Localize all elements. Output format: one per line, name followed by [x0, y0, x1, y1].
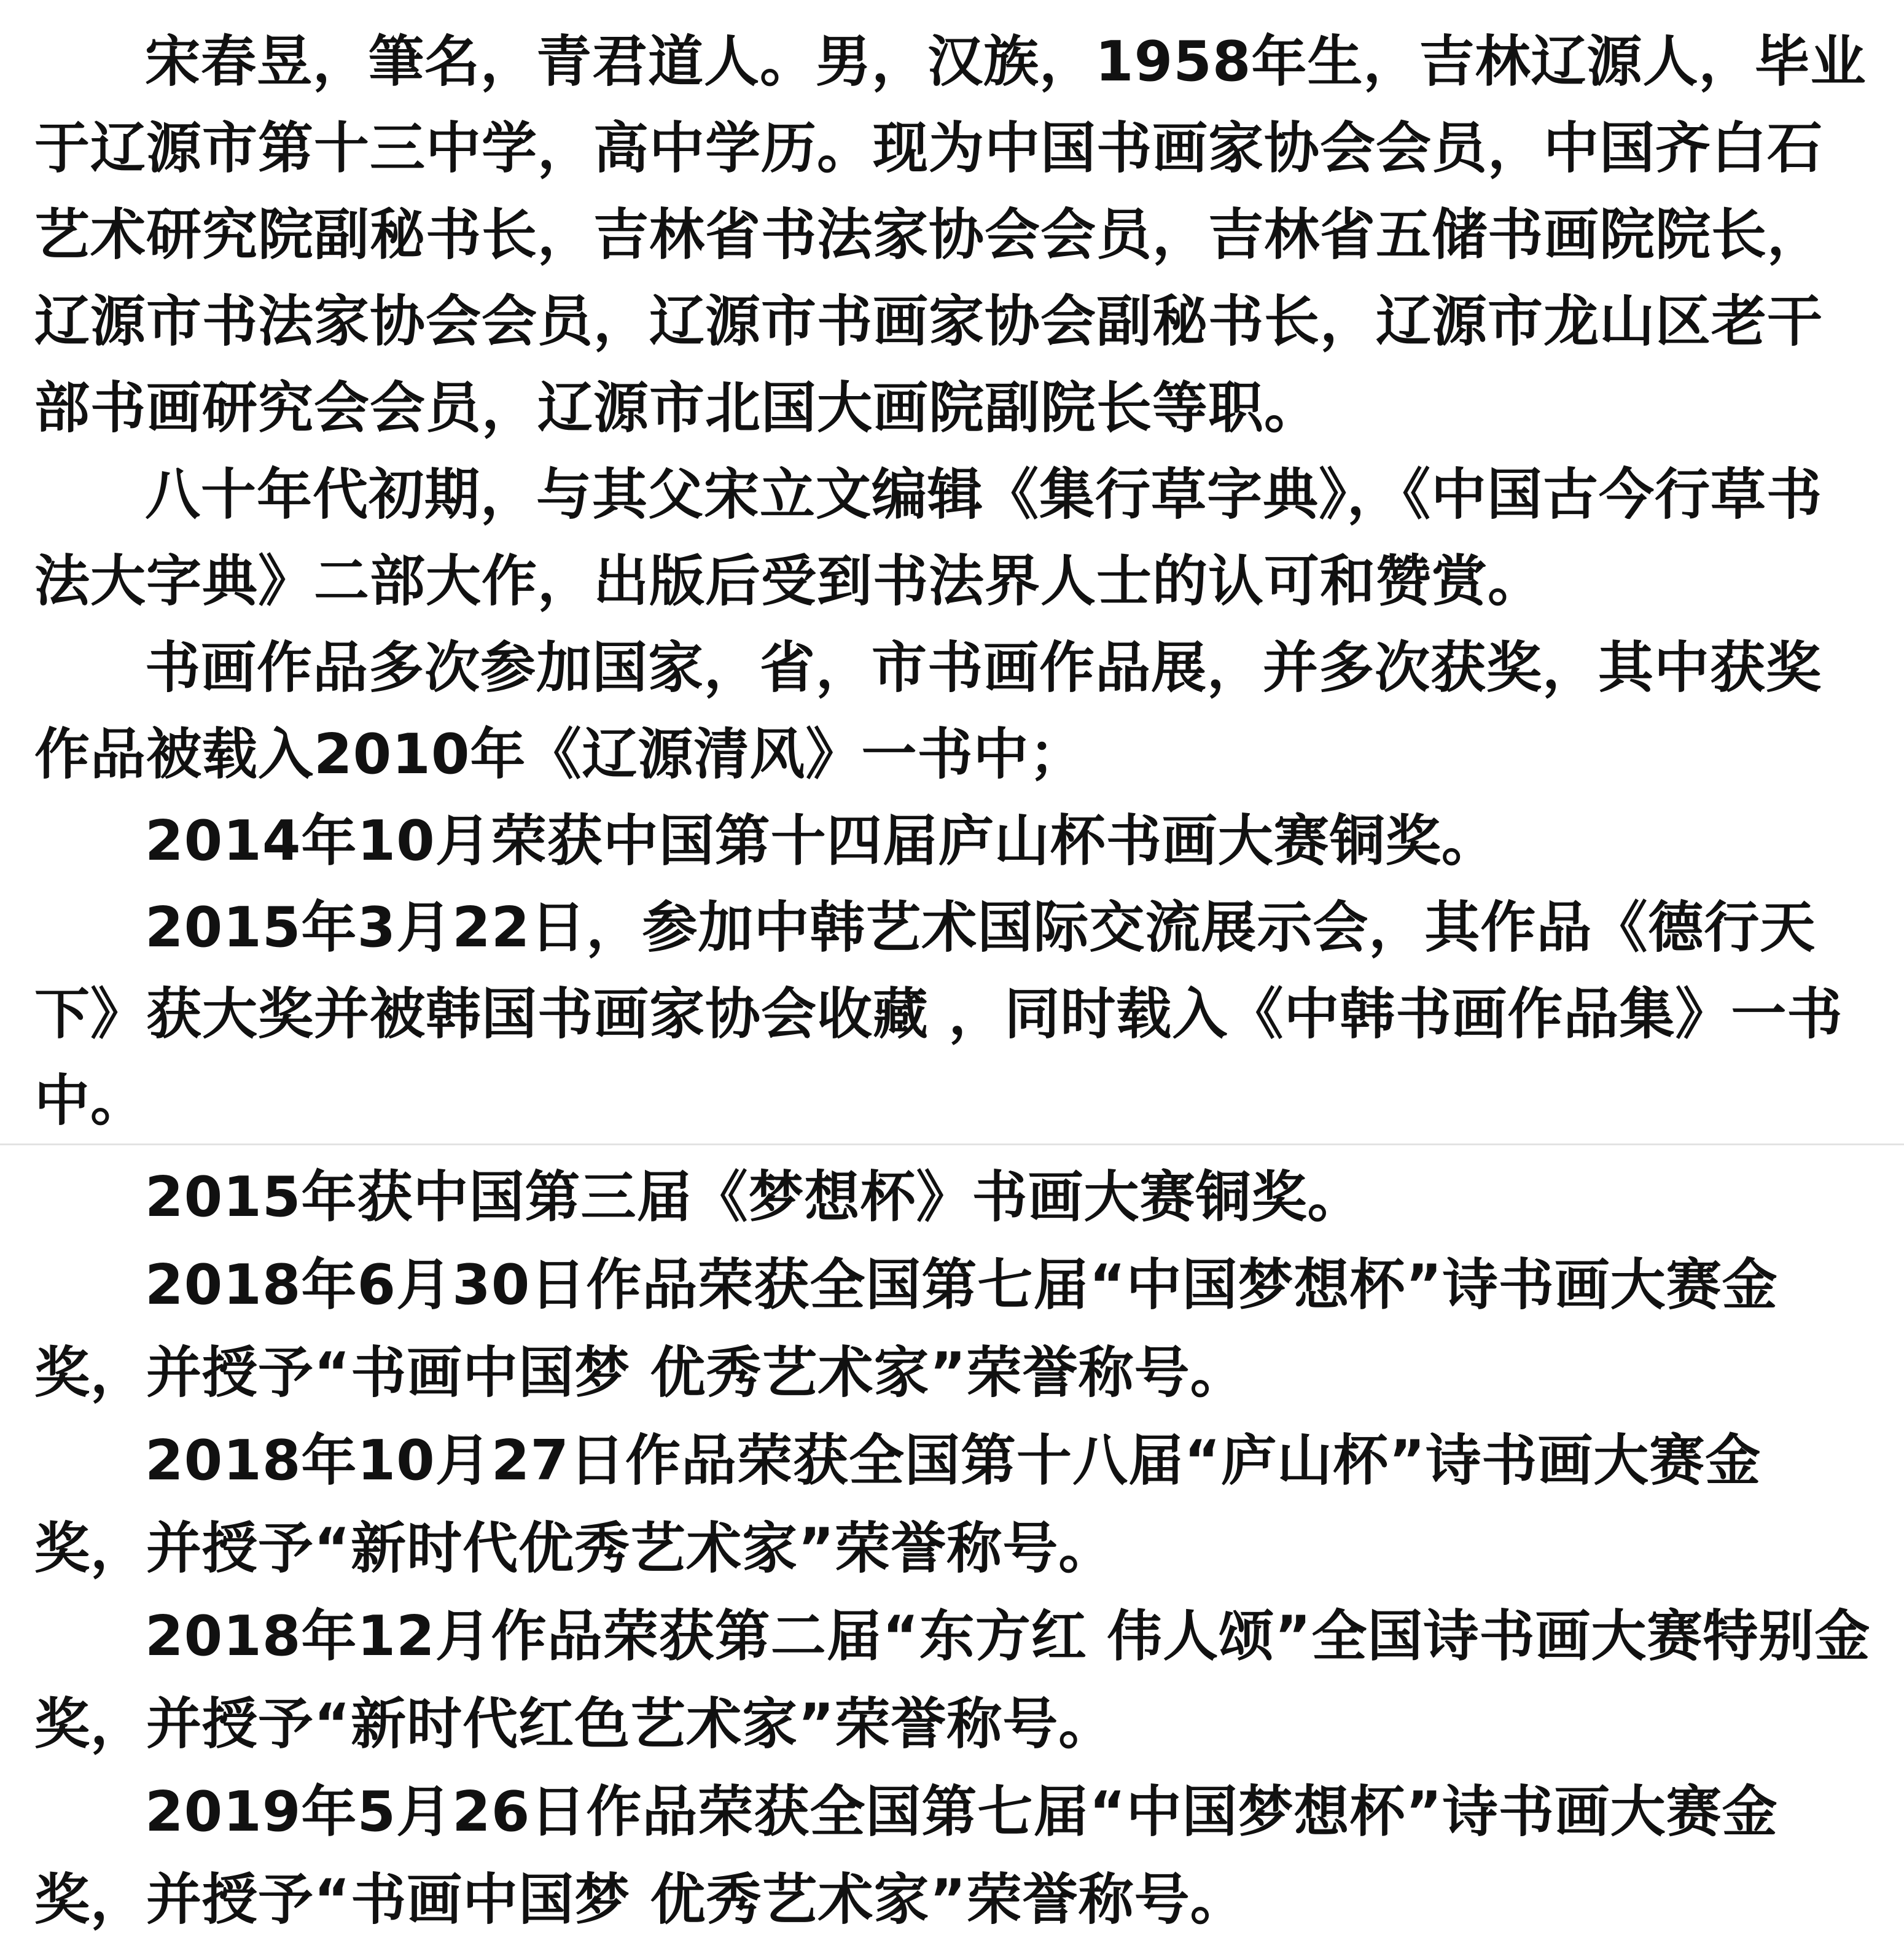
paragraph-award-2018-october: 2018年10月27日作品荣获全国第十八届“庐山杯”诗书画大赛金奖，并授予“新时代优秀艺术家”荣誉称号。 — [34, 1428, 1762, 1581]
paragraph-biography: 宋春昱，筆名，青君道人。男，汉族，1958年生，吉林辽源人，毕业于辽源市第十三中学，高中学历。现为中国书画家协会会员，中国齐白石艺术研究院副秘书长，吉林省书法家协会会员，吉林省五储书画院院长，辽源市书法家协会会员，辽源市书画家协会副秘书长，辽源市龙山区老干部书画研究会会员，辽源市北国大画院副院长等职。 — [34, 29, 1867, 440]
paragraph-award-2014: 2014年10月荣获中国第十四届庐山杯书画大赛铜奖。 — [145, 809, 1497, 873]
paragraph-award-2019-may: 2019年5月26日作品荣获全国第七届“中国梦想杯”诗书画大赛金奖，并授予“书画中国梦 优秀艺术家”荣誉称号。 — [34, 1780, 1778, 1932]
paragraph-dictionary-works: 八十年代初期，与其父宋立文编辑《集行草字典》，《中国古今行草书法大字典》二部大作，出版后受到书法界人士的认可和赞赏。 — [34, 462, 1822, 613]
awards-section — [34, 1153, 1871, 1944]
paragraph-award-2015-korea: 2015年3月22日，参加中韩艺术国际交流展示会，其作品《德行天下》获大奖并被韩国书画家协会收藏 ，同时载入《中韩书画作品集》一书中。 — [34, 895, 1843, 1133]
biography-section — [34, 18, 1871, 1144]
paragraph-exhibitions: 书画作品多次参加国家，省，市书画作品展，并多次获奖，其中获奖作品被载入2010年《辽源清风》一书中； — [34, 636, 1822, 787]
paragraph-award-2015-dream-cup: 2015年获中国第三届《梦想杯》书画大赛铜奖。 — [145, 1165, 1364, 1229]
paragraph-award-2018-june: 2018年6月30日作品荣获全国第七届“中国梦想杯”诗书画大赛金奖，并授予“书画中国梦 优秀艺术家”荣誉称号。 — [34, 1253, 1778, 1405]
paragraph-award-2018-december: 2018年12月作品荣获第二届“东方红 伟人颂”全国诗书画大赛特别金奖，并授予“新时代红色艺术家”荣誉称号。 — [34, 1604, 1871, 1756]
section-divider — [0, 1143, 1904, 1145]
